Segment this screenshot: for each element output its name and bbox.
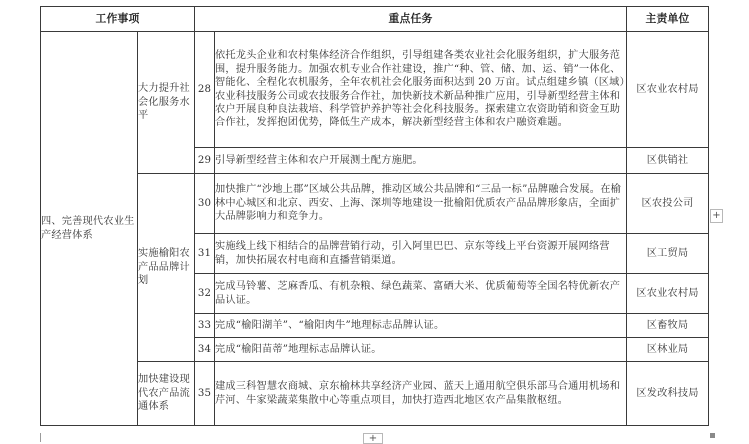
table-row xyxy=(41,362,709,426)
table-row xyxy=(41,32,709,148)
header-work-item: 工作事项 xyxy=(41,7,195,32)
task-cell: 引导新型经营主体和农户开展测土配方施肥。 xyxy=(215,148,627,174)
add-row-button[interactable]: + xyxy=(363,433,383,444)
row-number: 34 xyxy=(195,338,215,362)
task-cell: 加快推广“沙地上郡”区域公共品牌，推动区域公共品牌和“三品一标”品牌融合发展。在榆林中心城区和北京、西安、上海、深圳等地建设一批榆阳优质农产品品牌形象店，全面扩大品牌影响力和竞争力。 xyxy=(215,174,627,234)
task-table xyxy=(40,6,709,426)
row-number: 29 xyxy=(195,148,215,174)
row-number: 28 xyxy=(195,32,215,148)
unit-cell: 区农业农村局 xyxy=(627,274,709,314)
table-resize-handle[interactable] xyxy=(710,433,715,438)
task-cell: 完成“榆阳湖羊”、“榆阳肉牛”地理标志品牌认证。 xyxy=(215,314,627,338)
table-corner-mark xyxy=(40,433,41,442)
task-cell: 完成马铃薯、芝麻香瓜、有机杂粮、绿色蔬菜、富硒大米、优质葡萄等全国名特优新农产品认证。 xyxy=(215,274,627,314)
row-number: 35 xyxy=(195,362,215,426)
unit-cell: 区农业农村局 xyxy=(627,32,709,148)
task-cell: 建成三科智慧农商城、京东榆林共享经济产业园、蓝天上通用航空俱乐部马合通用机场和芹河、牛家梁蔬菜集散中心等重点项目，加快打造西北地区农产品集散枢纽。 xyxy=(215,362,627,426)
add-column-button[interactable]: + xyxy=(710,209,723,223)
unit-cell: 区畜牧局 xyxy=(627,314,709,338)
unit-cell: 区发改科技局 xyxy=(627,362,709,426)
subcategory-cell: 实施榆阳农产品品牌计划 xyxy=(138,174,195,362)
unit-cell: 区林业局 xyxy=(627,338,709,362)
task-cell: 实施线上线下相结合的品牌营销行动，引入阿里巴巴、京东等线上平台资源开展网络营销，加快拓展农村电商和直播营销渠道。 xyxy=(215,234,627,274)
unit-cell: 区供销社 xyxy=(627,148,709,174)
row-number: 32 xyxy=(195,274,215,314)
row-number: 33 xyxy=(195,314,215,338)
subcategory-cell: 大力提升社会化服务水平 xyxy=(138,32,195,174)
subcategory-cell: 加快建设现代农产品流通体系 xyxy=(138,362,195,426)
task-cell: 依托龙头企业和农村集体经济合作组织，引导组建各类农业社会化服务组织，扩大服务范围，提升服务能力。加强农机专业合作社建设，推广“种、管、储、加、运、销”一体化、智能化、全程化农机服务，全年农机社会化服务面积达到 20 万亩。试点组建乡镇（区域）农业科技服务公司或农技服务合作社，加快新技术新品种推广应用，引导新型经营主体和农户开展良种良法栽培、科学管护养护等社会化科技服务。探索建立农资助销和资金互助合作社，发挥抱团优势，降低生产成本，解决新型经营主体和农户融资难题。 xyxy=(215,32,627,148)
table-row xyxy=(41,174,709,234)
task-cell: 完成“榆阳苗蒂”地理标志品牌认证。 xyxy=(215,338,627,362)
row-number: 30 xyxy=(195,174,215,234)
row-number: 31 xyxy=(195,234,215,274)
table-header-row xyxy=(41,7,709,32)
header-key-task: 重点任务 xyxy=(195,7,627,32)
unit-cell: 区农投公司 xyxy=(627,174,709,234)
category-cell: 四、完善现代农业生产经营体系 xyxy=(41,32,138,426)
header-responsible-unit: 主责单位 xyxy=(627,7,709,32)
unit-cell: 区工贸局 xyxy=(627,234,709,274)
